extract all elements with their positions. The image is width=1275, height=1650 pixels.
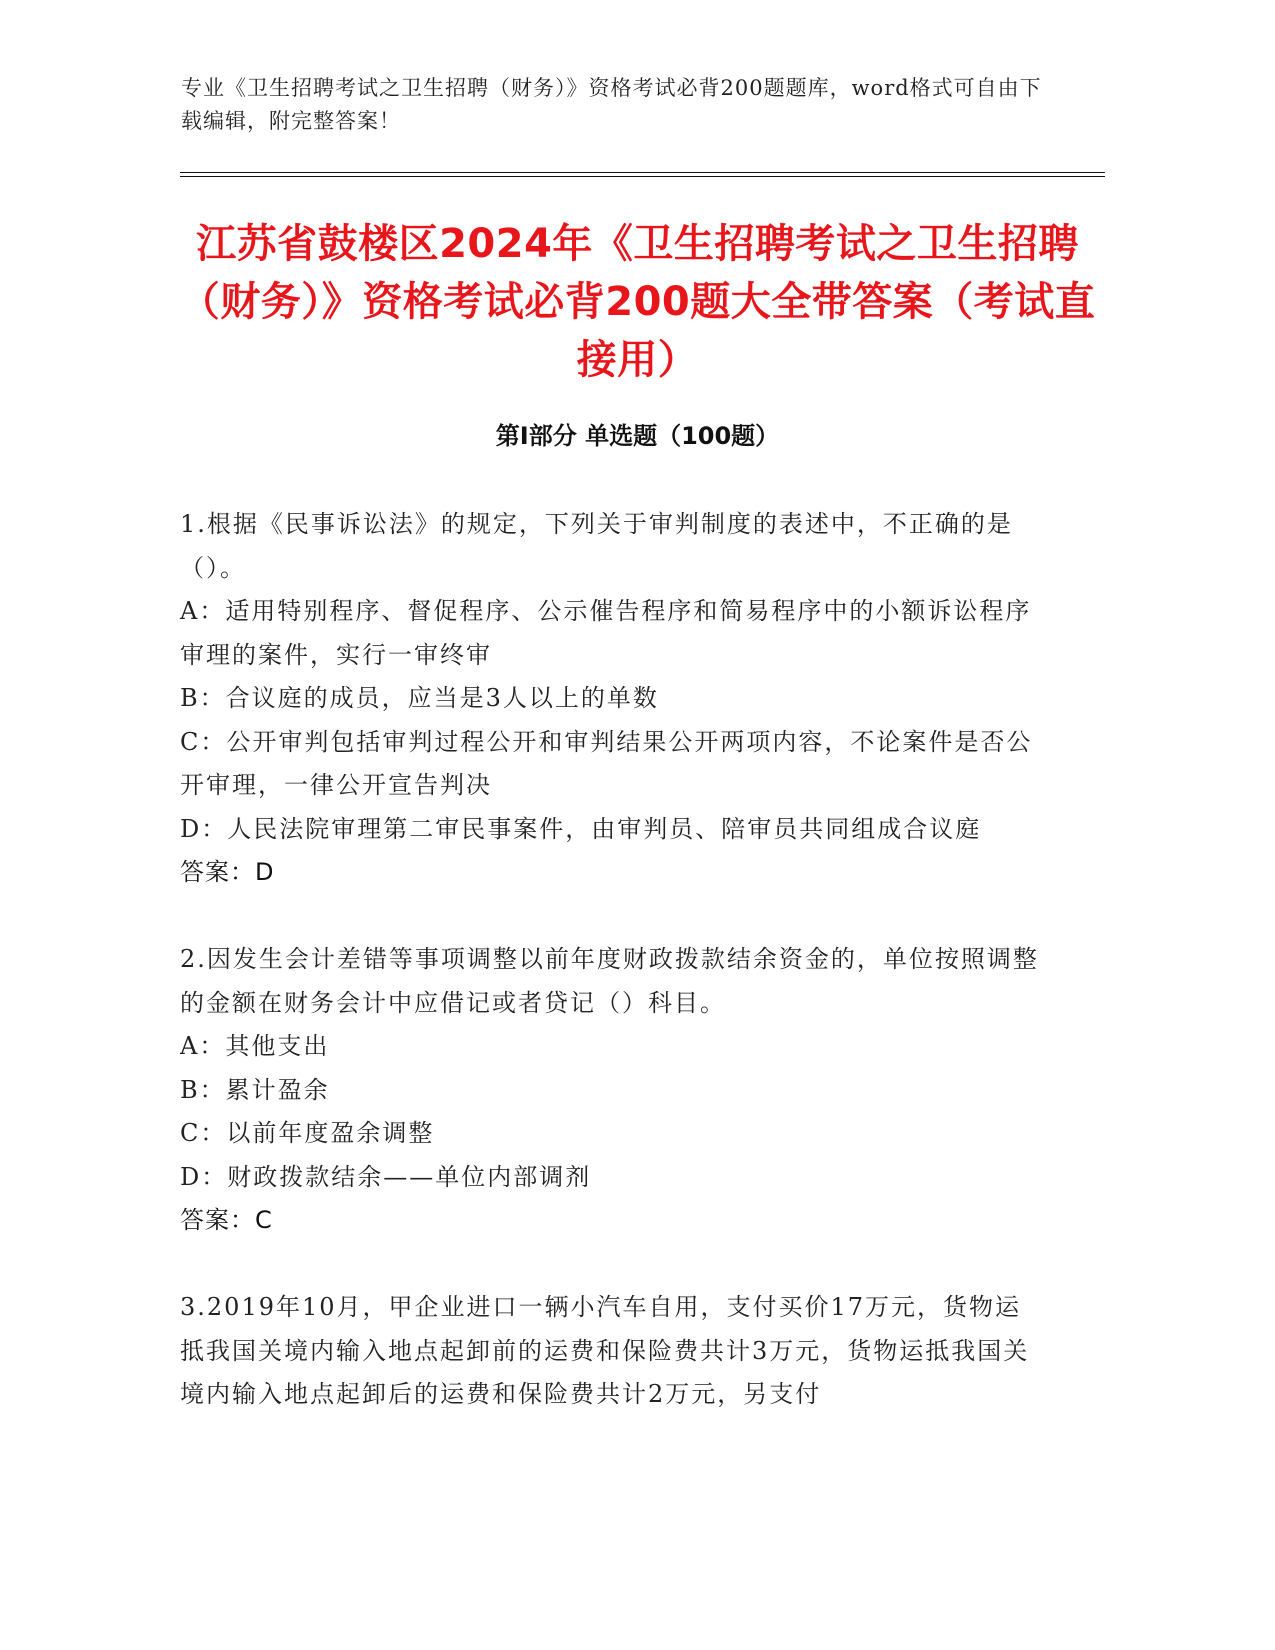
- option-c: C：以前年度盈余调整: [180, 1119, 435, 1147]
- option-d: D：人民法院审理第二审民事案件，由审判员、陪审员共同组成合议庭: [180, 814, 982, 843]
- option-a: A：其他支出: [180, 1032, 330, 1060]
- option-c: C：公开审判包括审判过程公开和审判结果公开两项内容，不论案件是否公开审理，一律公开宣告判决: [180, 727, 1033, 799]
- option-b: B：合议庭的成员，应当是3人以上的单数: [180, 684, 659, 712]
- option-a: A：适用特别程序、督促程序、公示催告程序和简易程序中的小额诉讼程序审理的案件，实行一审终审: [180, 597, 1032, 669]
- header-note: 专业《卫生招聘考试之卫生招聘（财务）》资格考试必背200题题库，word格式可自由下载编辑，附完整答案！: [181, 76, 1042, 133]
- option-d: D：财政拨款结余——单位内部调剂: [180, 1162, 592, 1191]
- option-b: B：累计盈余: [180, 1075, 330, 1104]
- answer-line: 答案：C: [180, 1206, 273, 1234]
- answer-line: 答案：D: [180, 858, 275, 886]
- header-divider: [180, 172, 1105, 177]
- question-stem: 2.因发生会计差错等事项调整以前年度财政拨款结余资金的，单位按照调整的金额在财务会计中应借记或者贷记（）科目。: [180, 945, 1039, 1017]
- document-title: 江苏省鼓楼区2024年《卫生招聘考试之卫生招聘（财务）》资格考试必背200题大全带答案（考试直接用）: [179, 221, 1096, 383]
- question-1: [180, 503, 1040, 895]
- question-3: [180, 1286, 1040, 1417]
- question-list: [180, 503, 1040, 1417]
- question-spacer: [180, 1243, 1040, 1287]
- question-spacer: [180, 895, 1040, 939]
- question-stem: 1.根据《民事诉讼法》的规定，下列关于审判制度的表述中，不正确的是（）。: [180, 510, 1013, 582]
- question-stem: 3.2019年10月，甲企业进口一辆小汽车自用，支付买价17万元，货物运抵我国关境内输入地点起卸前的运费和保险费共计3万元，货物运抵我国关境内输入地点起卸后的运费和保险费共计2万元，另支付: [180, 1293, 1030, 1408]
- section-heading: 第I部分 单选题（100题）: [495, 422, 780, 450]
- question-2: [180, 938, 1040, 1243]
